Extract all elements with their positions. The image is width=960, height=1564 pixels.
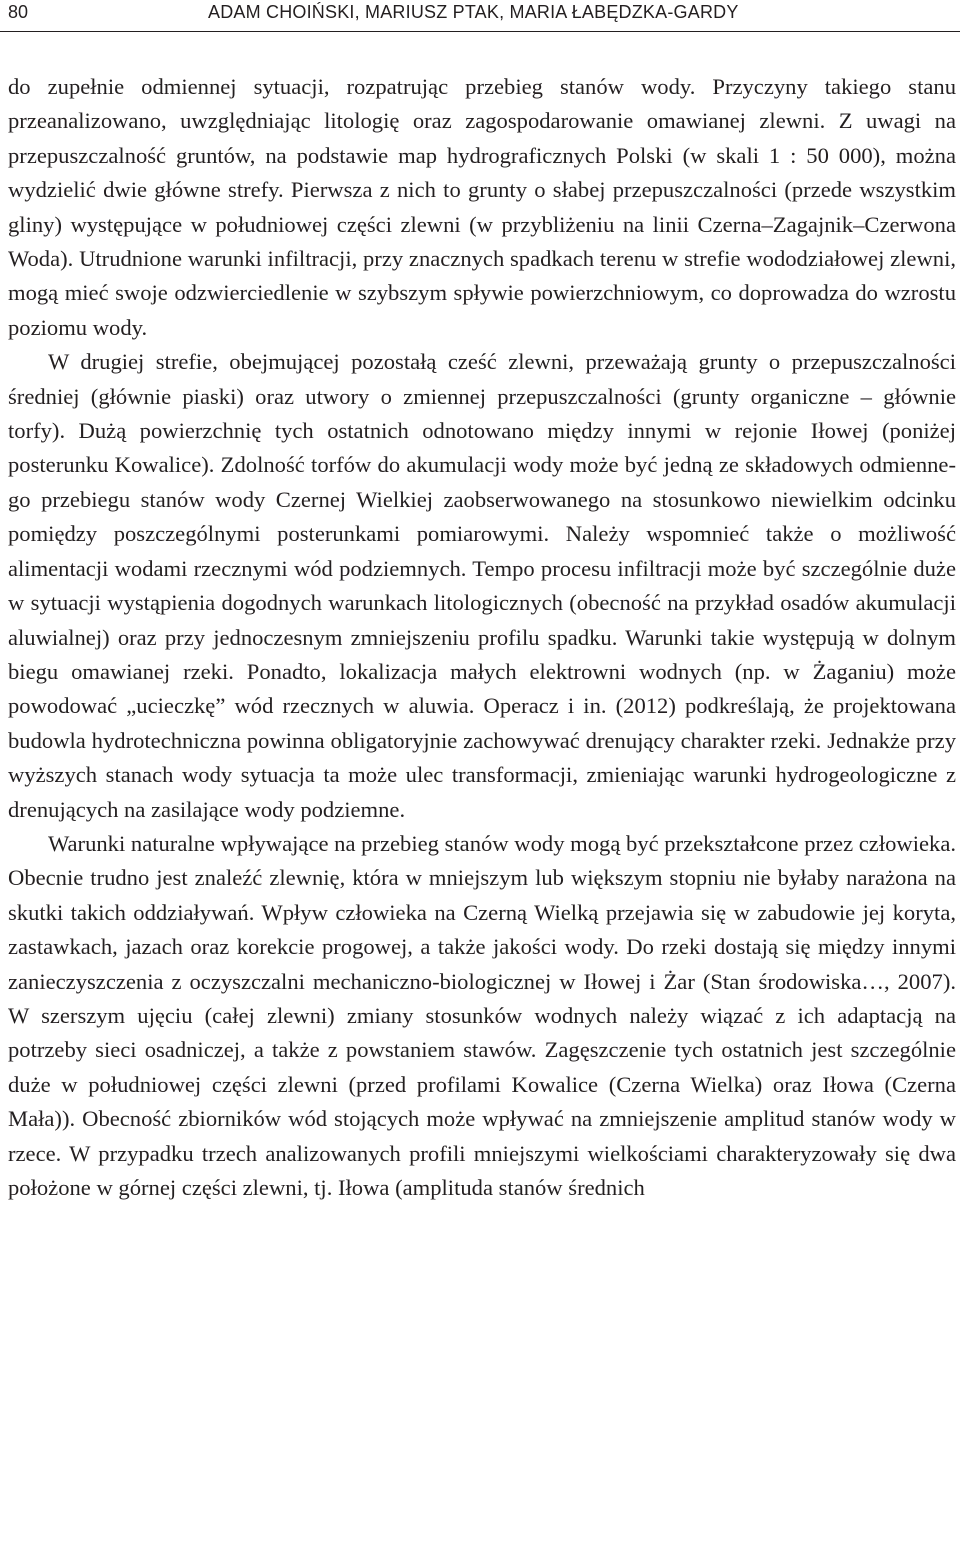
running-head-authors: ADAM CHOIŃSKI, MARIUSZ PTAK, MARIA ŁABĘDZKA-GARDY — [208, 2, 739, 22]
page-number: 80 — [8, 2, 29, 22]
paragraph: W drugiej strefie, obejmującej pozostałą cześć zlewni, przeważają grunty o przepuszczalności średniej (głównie piaski) oraz utwory o zmiennej przepuszczalności (grunty organiczne – głównie torfy). Dużą powierzchnię tych ostatnich odnotowano między innymi w rejonie Iłowej (poniżej posterunku Kowalice). Zdolność torfów do akumulacji wody może być jedną ze składowych odmiennego przebiegu stanów wody Czernej Wielkiej zaobserwowanego na stosunkowo niewielkim odcinku pomiędzy poszczególnymi posterunkami pomiarowymi. Należy wspomnieć także o możliwość alimentacji wodami rzecznymi wód podziemnych. Tempo procesu infiltracji może być szczególnie duże w sytuacji wystąpienia dogodnych warunkach litologicznych (obecność na przykład osadów akumulacji aluwialnej) oraz przy jednoczesnym zmniejszeniu profilu spadku. Warunki takie występują w dolnym biegu omawianej rzeki. Ponadto, lokalizacja małych elektrowni wodnych (np. w Żaganiu) może powodować „ucieczkę” wód rzecznych w aluwia. Operacz i in. (2012) podkreślają, że projektowana budowla hydrotechniczna powinna obligatoryjnie zachowywać drenujący charakter rzeki. Jednakże przy wyższych stanach wody sytuacja ta może ulec transformacji, zmieniając warunki hydrogeologiczne z drenujących na zasilające wody podziemne. — [8, 349, 956, 822]
paragraph: Warunki naturalne wpływające na przebieg stanów wody mogą być przekształcone przez człowieka. Obecnie trudno jest znaleźć zlewnię, która w mniejszym lub większym stopniu nie byłaby narażona na skutki takich oddziaływań. Wpływ człowieka na Czerną Wielką przejawia się w zabudowie jej koryta, zastawkach, jazach oraz korekcie progowej, a także jakości wody. Do rzeki dostają się między innymi zanieczyszczenia z oczyszczalni mechaniczno-biologicznej w Iłowej i Żar (Stan środowiska…, 2007). W szerszym ujęciu (całej zlewni) zmiany stosunków wodnych należy wiązać z ich adaptacją na potrzeby sieci osadniczej, a także z powstaniem stawów. Zagęszczenie tych ostatnich jest szczególnie duże w południowej części zlewni (przed profilami Kowalice (Czerna Wielka) oraz Iłowa (Czerna Mała)). Obecność zbiorników wód stojących może wpływać na zmniejszenie amplitud stanów wody w rzece. W przypadku trzech analizowanych profili mniejszymi wielkościami charakteryzowały się dwa położone w górnej części zlewni, tj. Iłowa (amplituda stanów średnich — [8, 830, 956, 1200]
body-text — [8, 70, 956, 1205]
paragraph-continued: do zupełnie odmiennej sytuacji, rozpatrując przebieg stanów wody. Przyczyny takiego stanu przeanalizowano, uwzględniając litologię oraz zagospodarowanie omawianej zlewni. Z uwagi na przepuszczalność gruntów, na podstawie map hydrograficznych Polski (w skali 1 : 50 000), można wydzielić dwie główne strefy. Pierwsza z nich to grunty o słabej przepuszczalności (przede wszystkim gliny) występujące w południowej części zlewni (w przybliżeniu na linii Czerna–Zagajnik–Czerwona Woda). Utrudnione warunki infiltracji, przy znacznych spadkach terenu w strefie wododziałowej zlewni, mogą mieć swoje odzwierciedlenie w szybszym spływie powierzchniowym, co doprowadza do wzrostu poziomu wody. — [8, 74, 956, 340]
header-rule — [0, 31, 960, 32]
running-head — [0, 0, 960, 28]
